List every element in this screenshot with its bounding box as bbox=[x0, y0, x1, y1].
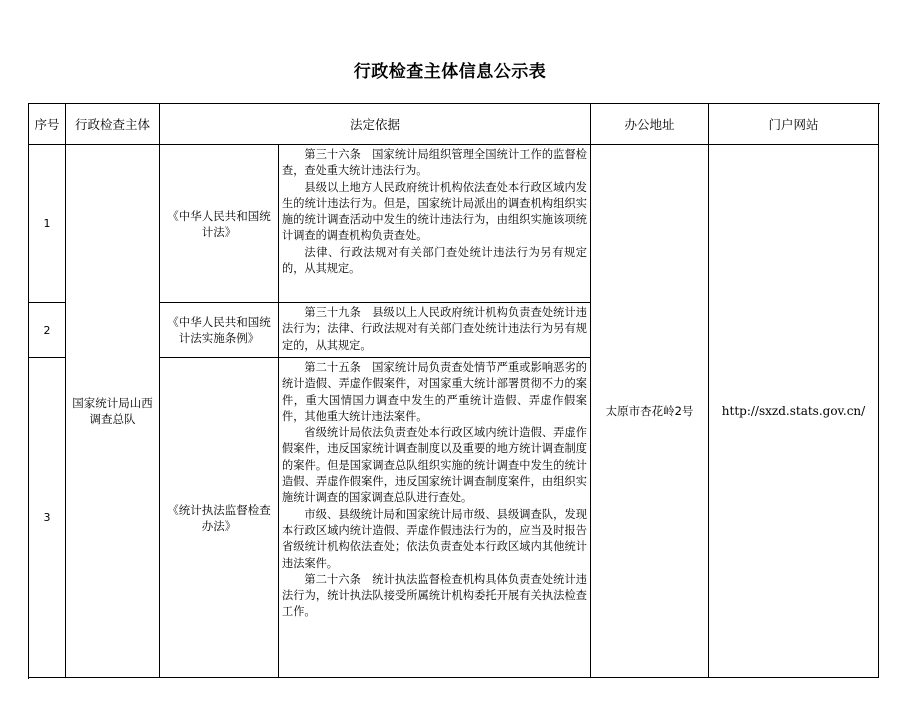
header-address: 办公地址 bbox=[591, 104, 709, 145]
law-paragraph: 县级以上地方人民政府统计机构依法查处本行政区域内发生的统计违法行为。但是，国家统计局派出的调查机构组织实施的统计调查活动中发生的统计违法行为，由组织实施该项统计调查的调查机构负责查处。 bbox=[282, 180, 587, 243]
law-text bbox=[279, 303, 591, 358]
header-website: 门户网站 bbox=[709, 104, 879, 145]
law-text bbox=[279, 145, 591, 303]
law-name: 《中华人民共和国统计法》 bbox=[160, 145, 279, 303]
table-row-seq: 2 bbox=[29, 303, 66, 358]
law-paragraph: 第三十九条 县级以上人民政府统计机构负责查处统计违法行为；法律、行政法规对有关部门查处统计违法行为另有规定的，从其规定。 bbox=[282, 306, 587, 352]
portal-website-link[interactable]: http://sxzd.stats.gov.cn/ bbox=[709, 145, 879, 678]
header-seq: 序号 bbox=[29, 104, 66, 145]
office-address: 太原市杏花岭2号 bbox=[591, 145, 709, 678]
law-paragraph: 第二十六条 统计执法监督检查机构具体负责查处统计违法行为，统计执法队接受所属统计机构委托开展有关执法检查工作。 bbox=[282, 572, 587, 619]
table-row-seq: 1 bbox=[29, 145, 66, 303]
law-paragraph: 第二十五条 国家统计局负责查处情节严重或影响恶劣的统计造假、弄虚作假案件，对国家重大统计部署贯彻不力的案件，重大国情国力调查中发生的严重统计造假、弄虚作假案件，其他重大统计违法案件。 bbox=[282, 361, 587, 423]
law-paragraph: 第三十六条 国家统计局组织管理全国统计工作的监督检查，查处重大统计违法行为。 bbox=[282, 148, 587, 178]
header-subject: 行政检查主体 bbox=[66, 104, 160, 145]
page-title: 行政检查主体信息公示表 bbox=[353, 62, 547, 82]
law-paragraph: 法律、行政法规对有关部门查处统计违法行为另有规定的，从其规定。 bbox=[282, 245, 587, 276]
inspection-subject: 国家统计局山西调查总队 bbox=[66, 145, 160, 678]
law-name: 《统计执法监督检查办法》 bbox=[160, 358, 279, 678]
law-text bbox=[279, 358, 591, 678]
law-paragraph: 省级统计局依法负责查处本行政区域内统计造假、弄虚作假案件，违反国家统计调查制度以及重要的地方统计调查制度的案件。但是国家调查总队组织实施的统计调查中发生的统计造假、弄虚作假案件，违反国家统计调查制度案件，由组织实施统计调查的国家调查总队进行查处。 bbox=[282, 426, 587, 505]
header-basis: 法定依据 bbox=[160, 104, 591, 145]
info-table bbox=[28, 103, 880, 679]
law-name: 《中华人民共和国统计法实施条例》 bbox=[160, 303, 279, 358]
table-row-seq: 3 bbox=[29, 358, 66, 678]
law-paragraph: 市级、县级统计局和国家统计局市级、县级调查队，发现本行政区域内统计造假、弄虚作假违法行为的，应当及时报告省级统计机构依法查处；依法负责查处本行政区域内其他统计违法案件。 bbox=[282, 507, 587, 570]
